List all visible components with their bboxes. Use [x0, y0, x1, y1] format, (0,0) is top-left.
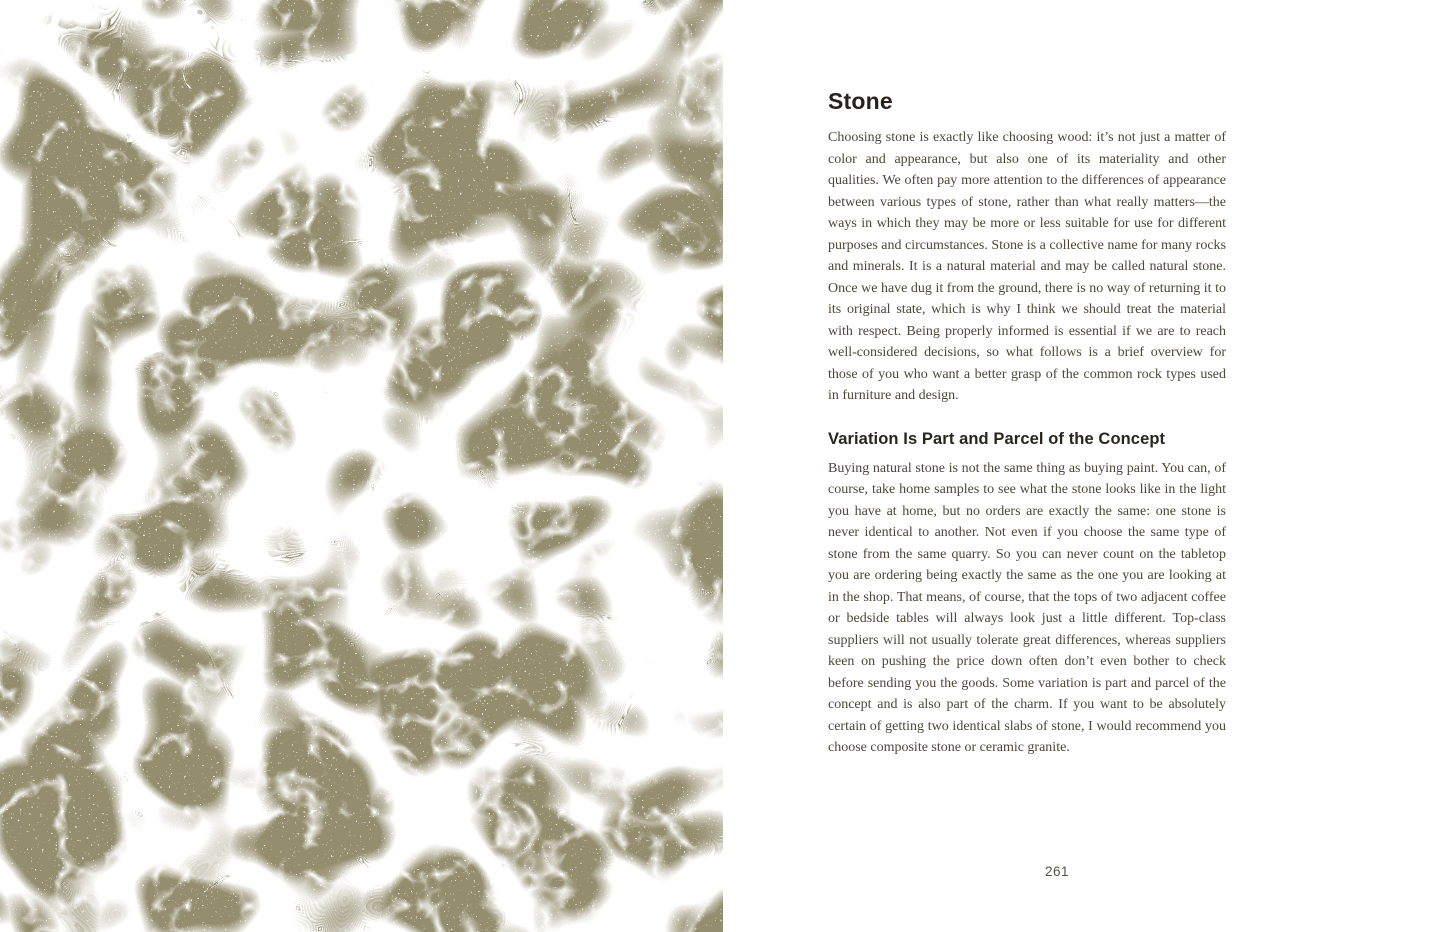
- section-heading: Variation Is Part and Parcel of the Concept: [828, 429, 1166, 448]
- section-paragraph: Buying natural stone is not the same thing as buying paint. You can, of course, take home samples to see what the stone looks like in the light you have at home, but no orders are exactly the same: one stone is never identical to another. Not even if you choose the same type of stone from the same quarry. So you can never count on the tabletop you are ordering being exactly the same as the one you are looking at in the shop. That means, of course, that the tops of two adjacent coffee or bedside tables will always look just a little different. Top-class suppliers will not usually tolerate great differences, whereas suppliers keen on pushing the price down often don’t even bother to check before sending you the goods. Some variation is part and parcel of the concept and is also part of the charm. If you want to be absolutely certain of getting two identical slabs of stone, I would recommend you choose composite stone or ceramic granite.: [828, 460, 1226, 755]
- page-number: 261: [1044, 864, 1070, 879]
- intro-paragraph: Choosing stone is exactly like choosing wood: it’s not just a matter of color and appearance, but also one of its materiality and other qualities. We often pay more attention to the differences of appearance between various types of stone, rather than what really matters—the ways in which they may be more or less suitable for use for different purposes and circumstances. Stone is a collective name for many rocks and minerals. It is a natural material and may be called natural stone. Once we have dug it from the ground, there is no way of returning it to its original state, which is why I think we should treat the material with respect. Being properly informed is essential if we are to reach well-considered decisions, so what follows is a brief overview for those of you who want a better grasp of the common rock types used in furniture and design.: [828, 130, 1226, 403]
- chapter-title: Stone: [828, 88, 893, 114]
- page-text-column: [828, 0, 1226, 759]
